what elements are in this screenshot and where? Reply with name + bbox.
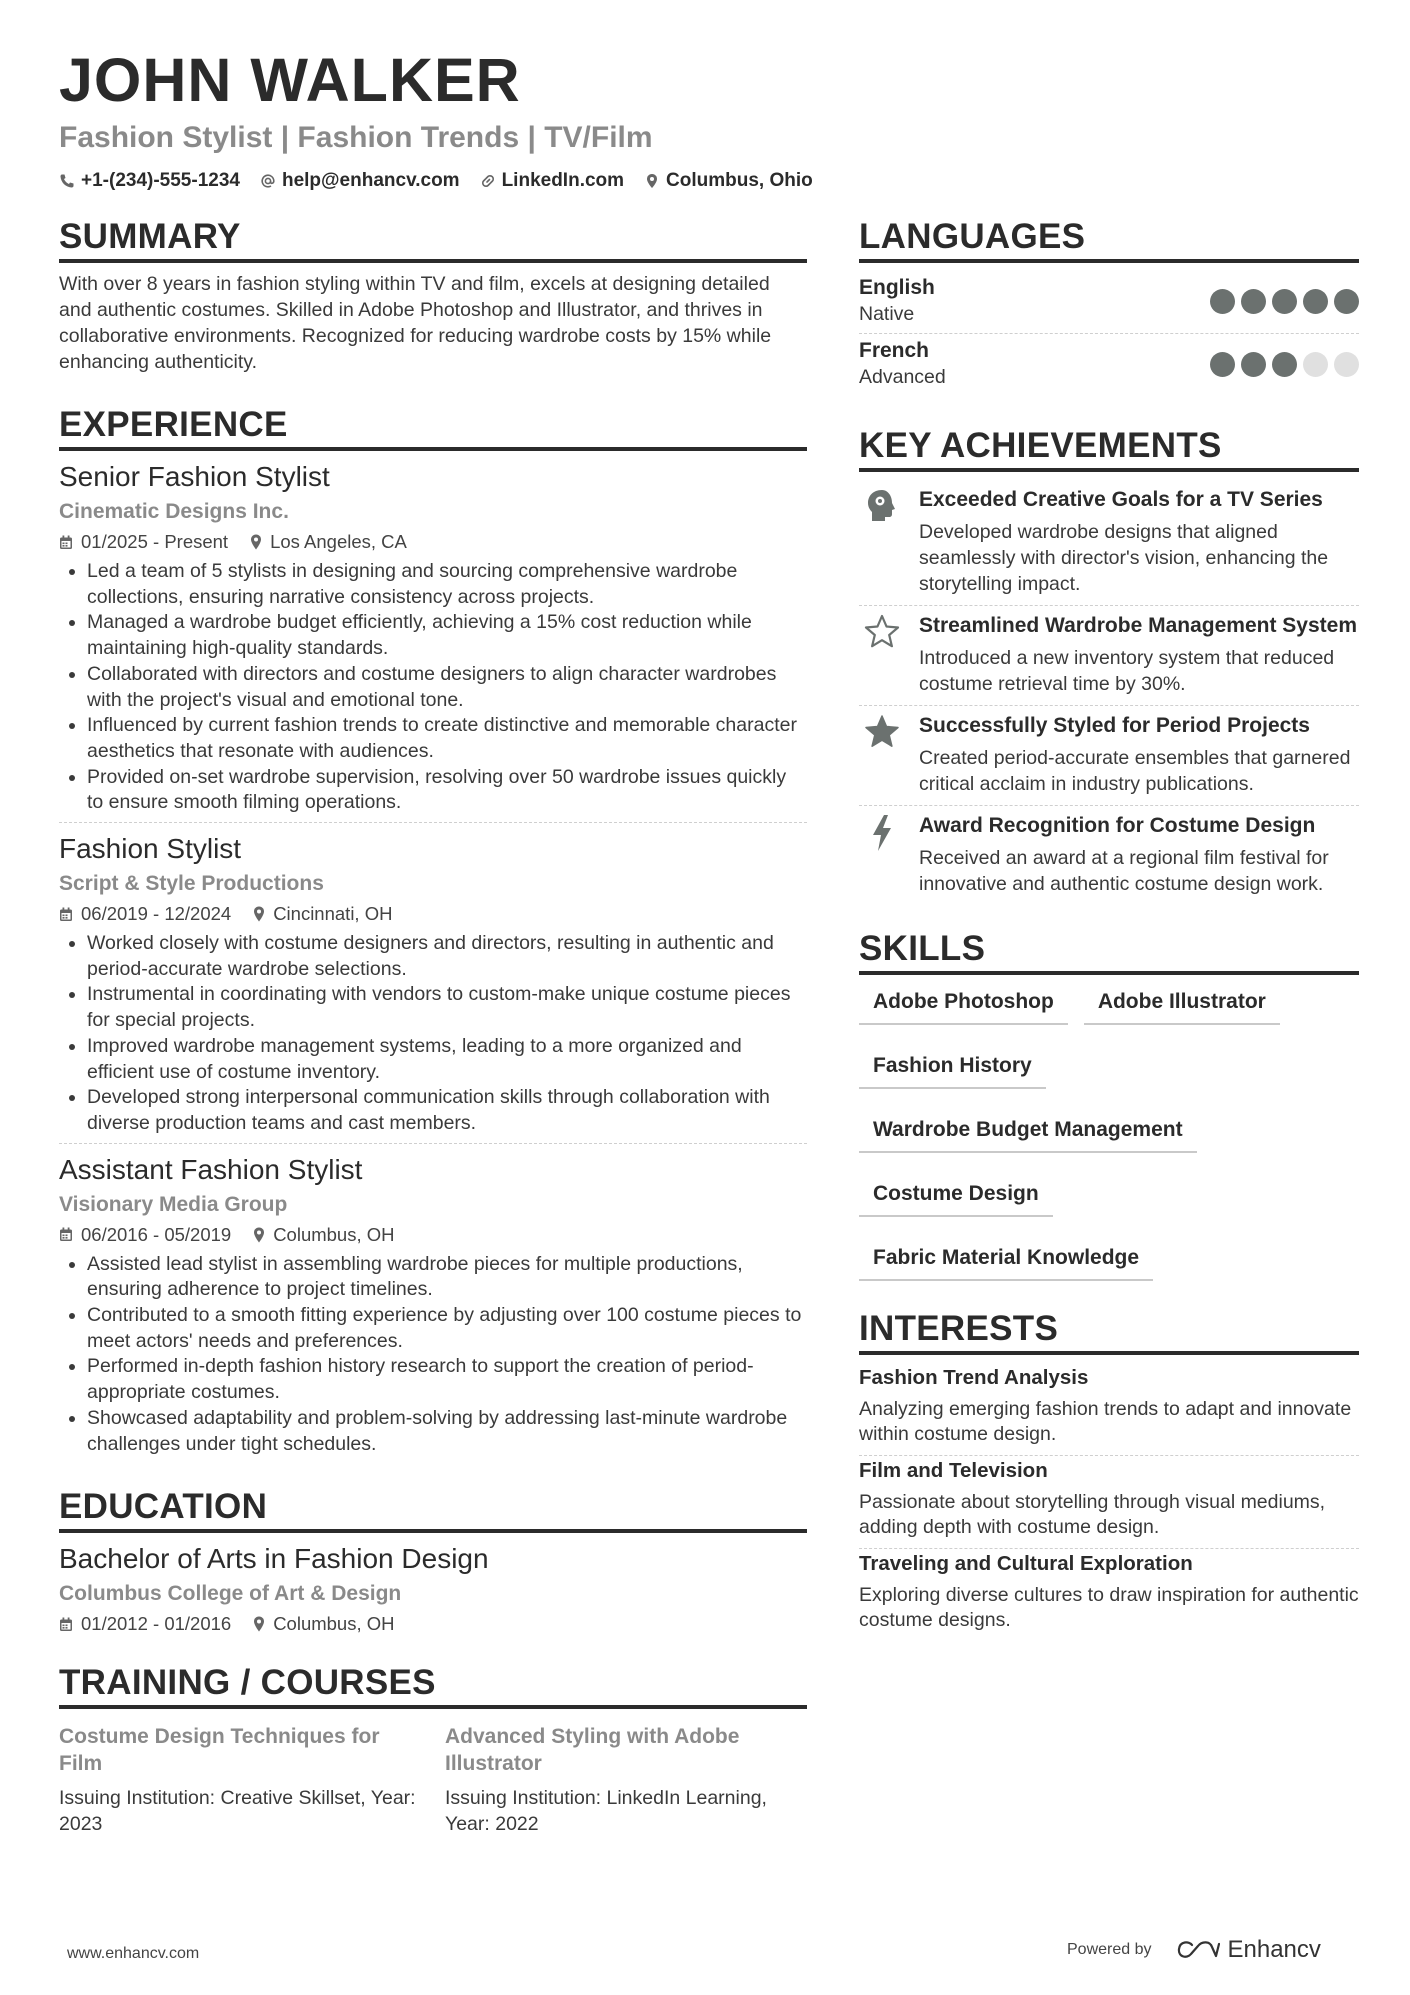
job-dates — [59, 901, 231, 927]
brand-name: Enhancv — [1227, 1936, 1321, 1963]
interests-heading: INTERESTS — [859, 1307, 1359, 1355]
education-section — [59, 1485, 807, 1637]
head-icon — [865, 488, 899, 524]
language-rating — [1210, 289, 1359, 314]
training-section — [59, 1661, 807, 1837]
job-bullet: • Performed in-depth fashion history research to support the creation of period-appropriate costumes. — [87, 1354, 807, 1405]
achievement-item — [859, 480, 1359, 606]
job-meta — [59, 901, 807, 927]
rating-dot-filled — [1241, 289, 1266, 314]
rating-dot-filled — [1303, 289, 1328, 314]
job-bullet: • Influenced by current fashion trends to create distinctive and memorable character aesthetics that resonate with audiences. — [87, 713, 807, 764]
job-bullets — [59, 1252, 807, 1458]
lightning-icon — [869, 814, 895, 852]
location-pin-icon — [250, 534, 262, 550]
achievement-title: Streamlined Wardrobe Management System — [919, 614, 1358, 637]
powered-by-label: Powered by — [1067, 1941, 1152, 1958]
email-text: help@enhancv.com — [281, 170, 460, 191]
achievement-title: Award Recognition for Costume Design — [919, 814, 1316, 837]
job-entry — [59, 459, 807, 823]
footer-website[interactable]: www.enhancv.com — [67, 1945, 200, 1962]
rating-dot-empty — [1303, 352, 1328, 377]
achievements-heading: KEY ACHIEVEMENTS — [859, 424, 1359, 472]
job-company: Cinematic Designs Inc. — [59, 500, 289, 523]
education-heading: EDUCATION — [59, 1485, 807, 1533]
contact-email[interactable] — [260, 170, 460, 192]
course-title: Costume Design Techniques for Film — [59, 1725, 380, 1776]
job-bullet: • Instrumental in coordinating with vendors to custom-make unique costume pieces for special projects. — [87, 982, 807, 1033]
job-bullet: • Assisted lead stylist in assembling wardrobe pieces for multiple productions, ensuring adherence to project timelines. — [87, 1252, 807, 1303]
contact-location — [644, 170, 813, 192]
job-title: Assistant Fashion Stylist — [59, 1153, 363, 1185]
star-filled-icon — [864, 714, 900, 748]
job-meta — [59, 1222, 807, 1248]
education-dates — [59, 1611, 231, 1637]
summary-heading: SUMMARY — [59, 215, 807, 263]
job-company: Visionary Media Group — [59, 1192, 288, 1216]
skill-tag: Wardrobe Budget Management — [859, 1113, 1197, 1153]
job-bullet: • Showcased adaptability and problem-solving by addressing last-minute wardrobe challenges under tight schedules. — [87, 1406, 807, 1457]
job-dates — [59, 529, 228, 555]
job-bullet: • Provided on-set wardrobe supervision, resolving over 50 wardrobe issues quickly to ensure smooth filming operations. — [87, 765, 807, 816]
experience-section — [59, 403, 807, 1463]
contact-phone[interactable] — [59, 170, 240, 192]
job-dates-text: 01/2025 - Present — [81, 531, 229, 552]
achievement-desc: Received an award at a regional film festival for innovative and authentic costume design work. — [919, 847, 1329, 895]
course-item — [59, 1717, 419, 1837]
rating-dot-filled — [1210, 289, 1235, 314]
enhancv-logo-icon — [1176, 1938, 1220, 1962]
rating-dot-filled — [1334, 289, 1359, 314]
skill-list — [859, 985, 1359, 1281]
resume-header — [59, 44, 1359, 192]
star-outline-icon — [864, 614, 900, 648]
course-item — [445, 1717, 805, 1837]
job-location-text: Columbus, OH — [273, 1223, 395, 1245]
job-meta — [59, 529, 807, 555]
job-dates-text: 06/2019 - 12/2024 — [81, 903, 232, 925]
footer-branding — [1067, 1936, 1321, 1964]
job-location-text: Cincinnati, OH — [273, 903, 393, 925]
language-rating — [1210, 352, 1359, 377]
phone-text: +1-(234)-555-1234 — [81, 170, 240, 191]
linkedin-text: LinkedIn.com — [501, 170, 625, 191]
language-item — [859, 334, 1359, 396]
achievement-item — [859, 806, 1359, 905]
skill-tag: Fabric Material Knowledge — [859, 1241, 1153, 1281]
job-bullet: • Improved wardrobe management systems, leading to a more organized and efficient use of costume inventory. — [87, 1034, 807, 1085]
job-entry — [59, 1152, 807, 1464]
job-dates-text: 06/2016 - 05/2019 — [81, 1223, 232, 1245]
rating-dot-filled — [1241, 352, 1266, 377]
at-icon — [260, 173, 276, 189]
education-location — [253, 1611, 394, 1637]
skill-tag: Costume Design — [859, 1177, 1053, 1217]
achievement-icon-wrap — [859, 712, 905, 797]
job-bullet: • Worked closely with costume designers and directors, resulting in authentic and period-accurate wardrobe selections. — [87, 931, 807, 982]
interest-item — [859, 1549, 1359, 1641]
course-list — [59, 1717, 807, 1837]
job-title: Senior Fashion Stylist — [59, 461, 330, 492]
job-bullets — [59, 931, 807, 1137]
language-item — [859, 271, 1359, 334]
language-level: Native — [859, 303, 915, 325]
achievements-section — [859, 424, 1359, 905]
job-title: Fashion Stylist — [59, 833, 242, 865]
job-dates — [59, 1222, 231, 1248]
interest-desc: Exploring diverse cultures to draw inspiration for authentic costume designs. — [859, 1584, 1359, 1631]
languages-section — [859, 215, 1359, 396]
interest-title: Film and Television — [859, 1459, 1048, 1482]
location-text: Columbus, Ohio — [666, 170, 813, 191]
language-level: Advanced — [859, 366, 946, 388]
school-name: Columbus College of Art & Design — [59, 1582, 402, 1606]
interest-item — [859, 1363, 1359, 1456]
job-entry — [59, 831, 807, 1144]
location-pin-icon — [253, 1227, 265, 1243]
skills-section — [859, 927, 1359, 1281]
course-desc: Issuing Institution: LinkedIn Learning, Year: 2022 — [445, 1787, 767, 1836]
education-meta — [59, 1611, 807, 1637]
job-bullet: • Led a team of 5 stylists in designing and sourcing comprehensive wardrobe collections, ensuring narrative consistency across projects. — [87, 559, 807, 610]
interest-desc: Passionate about storytelling through visual mediums, adding depth with costume design. — [859, 1491, 1326, 1538]
job-company: Script & Style Productions — [59, 872, 324, 896]
degree-title: Bachelor of Arts in Fashion Design — [59, 1543, 489, 1575]
interest-item — [859, 1456, 1359, 1549]
location-pin-icon — [644, 173, 660, 189]
achievement-item — [859, 606, 1359, 706]
language-name: English — [859, 276, 935, 299]
location-pin-icon — [253, 906, 265, 922]
skill-tag: Adobe Illustrator — [1084, 985, 1280, 1025]
achievement-icon-wrap — [859, 812, 905, 897]
achievement-desc: Introduced a new inventory system that reduced costume retrieval time by 30%. — [919, 647, 1335, 695]
achievement-title: Successfully Styled for Period Projects — [919, 714, 1310, 737]
phone-icon — [59, 173, 75, 189]
job-location-text: Los Angeles, CA — [270, 531, 407, 552]
interest-title: Traveling and Cultural Exploration — [859, 1552, 1193, 1575]
course-desc: Issuing Institution: Creative Skillset, Year: 2023 — [59, 1787, 416, 1836]
job-location — [253, 1222, 394, 1248]
job-location — [250, 529, 407, 555]
achievement-desc: Developed wardrobe designs that aligned seamlessly with director's vision, enhancing the storytelling impact. — [919, 521, 1329, 595]
summary-section — [59, 215, 807, 375]
rating-dot-empty — [1334, 352, 1359, 377]
rating-dot-filled — [1272, 352, 1297, 377]
calendar-icon — [59, 535, 73, 550]
candidate-name: JOHN WALKER — [59, 46, 521, 114]
rating-dot-filled — [1210, 352, 1235, 377]
job-bullets — [59, 559, 807, 816]
achievement-item — [859, 706, 1359, 806]
achievement-icon-wrap — [859, 612, 905, 697]
link-icon — [480, 173, 496, 189]
training-heading: TRAINING / COURSES — [59, 1661, 807, 1709]
calendar-icon — [59, 1227, 73, 1242]
achievement-desc: Created period-accurate ensembles that garnered critical acclaim in industry publications. — [919, 747, 1351, 795]
interests-section — [859, 1307, 1359, 1641]
candidate-tagline: Fashion Stylist | Fashion Trends | TV/Film — [59, 121, 653, 154]
skill-tag: Fashion History — [859, 1049, 1046, 1089]
education-location-text: Columbus, OH — [273, 1613, 395, 1635]
calendar-icon — [59, 907, 73, 922]
contact-bar — [59, 170, 1359, 192]
job-location — [253, 901, 392, 927]
skill-tag: Adobe Photoshop — [859, 985, 1068, 1025]
job-bullet: • Collaborated with directors and costume designers to align character wardrobes with the project's visual and emotional tone. — [87, 662, 807, 713]
job-bullet: • Contributed to a smooth fitting experience by adjusting over 100 costume pieces to meet actors' needs and preferences. — [87, 1303, 807, 1354]
languages-heading: LANGUAGES — [859, 215, 1359, 263]
job-bullet: • Developed strong interpersonal communication skills through collaboration with diverse production teams and cast members. — [87, 1085, 807, 1136]
location-pin-icon — [253, 1616, 265, 1632]
interest-desc: Analyzing emerging fashion trends to adapt and innovate within costume design. — [859, 1398, 1352, 1445]
achievement-title: Exceeded Creative Goals for a TV Series — [919, 488, 1323, 511]
contact-linkedin[interactable] — [480, 170, 624, 192]
brand-logo[interactable] — [1176, 1936, 1321, 1964]
course-title: Advanced Styling with Adobe Illustrator — [445, 1725, 740, 1776]
rating-dot-filled — [1272, 289, 1297, 314]
language-name: French — [859, 339, 930, 362]
right-column — [859, 215, 1359, 1641]
left-column — [59, 215, 807, 1837]
experience-heading: EXPERIENCE — [59, 403, 807, 451]
calendar-icon — [59, 1617, 73, 1632]
education-dates-text: 01/2012 - 01/2016 — [81, 1613, 232, 1635]
achievement-icon-wrap — [859, 486, 905, 597]
summary-text: With over 8 years in fashion styling within TV and film, excels at designing detailed and authentic costumes. Skilled in Adobe Photoshop and Illustrator, and thrives in collaborative environments. Recognized for reducing wardrobe costs by 15% while enhancing authenticity. — [59, 273, 772, 373]
interest-title: Fashion Trend Analysis — [859, 1366, 1089, 1389]
skills-heading: SKILLS — [859, 927, 1359, 975]
job-bullet: • Managed a wardrobe budget efficiently, achieving a 15% cost reduction while maintaining high-quality standards. — [87, 610, 807, 661]
